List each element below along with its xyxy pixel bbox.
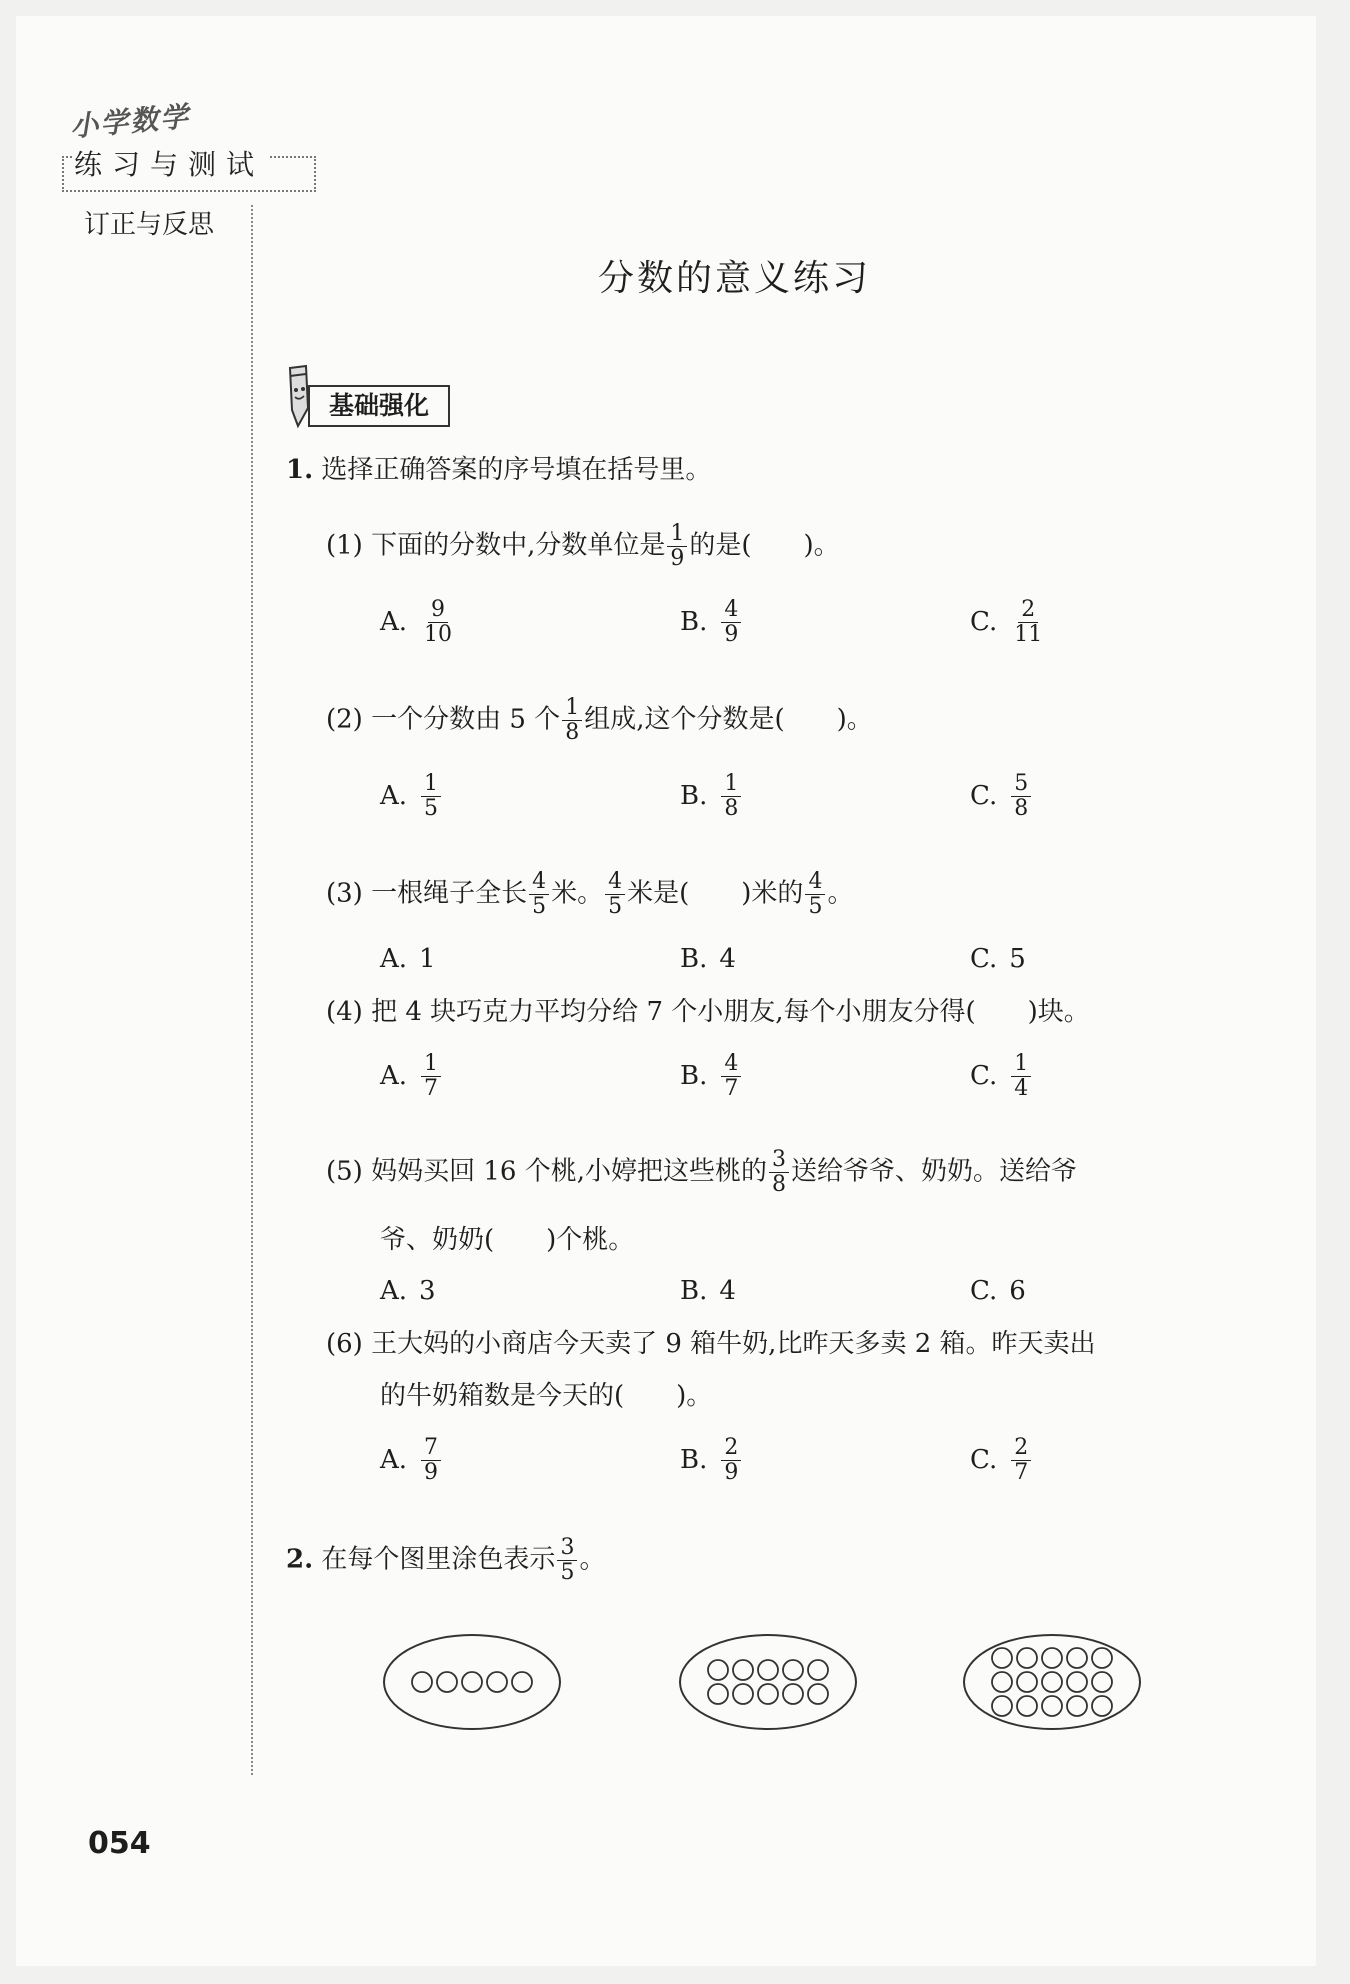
small-circle[interactable] xyxy=(1067,1696,1087,1716)
small-circle[interactable] xyxy=(1067,1648,1087,1668)
question-number: 1. xyxy=(286,455,314,485)
small-circle[interactable] xyxy=(1042,1696,1062,1716)
fraction: $\frac{3}{5}$ xyxy=(557,1536,577,1585)
question-text: 米。 xyxy=(551,878,604,909)
fraction: $\frac{1}{8}$ xyxy=(562,696,582,745)
small-circle[interactable] xyxy=(783,1660,803,1680)
question-number: 2. xyxy=(286,1544,314,1575)
sub-question-4 xyxy=(326,994,1090,1030)
small-circle[interactable] xyxy=(783,1684,803,1704)
option-a: A. $\frac{7}{9}$ xyxy=(380,1436,443,1485)
sub-question-6 xyxy=(326,1326,1096,1362)
sub-question-5-line2: 爷、奶奶( )个桃。 xyxy=(380,1225,635,1255)
small-circle[interactable] xyxy=(1017,1672,1037,1692)
small-circle[interactable] xyxy=(992,1672,1012,1692)
small-circle[interactable] xyxy=(758,1684,778,1704)
shading-figures xyxy=(0,1620,1350,1820)
small-circle[interactable] xyxy=(437,1672,457,1692)
option-a: A. $\frac{9}{10}$ xyxy=(380,597,453,647)
option-c: C. $\frac{1}{4}$ xyxy=(970,1052,1033,1101)
option-b: B. 4 xyxy=(680,1276,736,1306)
sub-question-2 xyxy=(326,696,873,745)
book-title: 练习与测试 xyxy=(74,143,268,183)
sub-question-6-line2: 的牛奶箱数是今天的( )。 xyxy=(380,1381,713,1411)
option-c: C. $\frac{2}{7}$ xyxy=(970,1436,1033,1485)
answer-blank: 的是( )。 xyxy=(689,530,840,561)
small-circle[interactable] xyxy=(733,1684,753,1704)
section-badge: 基础强化 xyxy=(308,385,450,427)
question-text: 把 4 块巧克力平均分给 7 个小朋友,每个小朋友分得( )块。 xyxy=(371,997,1090,1027)
small-circle[interactable] xyxy=(758,1660,778,1680)
question-text: 在每个图里涂色表示 xyxy=(321,1544,556,1575)
option-a: A. $\frac{1}{7}$ xyxy=(380,1052,443,1101)
small-circle[interactable] xyxy=(708,1660,728,1680)
small-circle[interactable] xyxy=(992,1696,1012,1716)
small-circle[interactable] xyxy=(808,1660,828,1680)
question-text: 。 xyxy=(827,878,854,909)
oval-figure[interactable] xyxy=(680,1635,856,1729)
small-circle[interactable] xyxy=(462,1672,482,1692)
option-a: A. $\frac{1}{5}$ xyxy=(380,772,443,821)
answer-blank: 组成,这个分数是( )。 xyxy=(584,704,873,735)
small-circle[interactable] xyxy=(487,1672,507,1692)
small-circle[interactable] xyxy=(1017,1696,1037,1716)
small-circle[interactable] xyxy=(1092,1696,1112,1716)
option-b: B. $\frac{4}{9}$ xyxy=(680,598,743,647)
small-circle[interactable] xyxy=(1092,1648,1112,1668)
option-c: C. $\frac{2}{11}$ xyxy=(970,597,1043,647)
small-circle[interactable] xyxy=(1017,1648,1037,1668)
option-a: A. 1 xyxy=(380,944,436,974)
fraction: $\frac{4}{5}$ xyxy=(605,870,625,919)
page-number: 054 xyxy=(88,1826,151,1861)
small-circle[interactable] xyxy=(1067,1672,1087,1692)
small-circle[interactable] xyxy=(992,1648,1012,1668)
option-c: C. 5 xyxy=(970,944,1026,974)
question-text: 下面的分数中,分数单位是 xyxy=(371,530,666,561)
question-text: 妈妈买回 16 个桃,小婷把这些桃的 xyxy=(371,1156,767,1187)
option-b: B. 4 xyxy=(680,944,736,974)
sub-question-1 xyxy=(326,522,840,571)
small-circle[interactable] xyxy=(808,1684,828,1704)
small-circle[interactable] xyxy=(1042,1648,1062,1668)
option-a: A. 3 xyxy=(380,1276,436,1306)
sub-question-label: (5) xyxy=(326,1156,363,1187)
fraction: $\frac{4}{5}$ xyxy=(529,870,549,919)
answer-blank: 米是( )米的 xyxy=(627,878,804,909)
sub-question-5 xyxy=(326,1148,1077,1197)
question-text: 选择正确答案的序号填在括号里。 xyxy=(321,455,712,485)
option-b: B. $\frac{2}{9}$ xyxy=(680,1436,743,1485)
question-1 xyxy=(286,452,711,488)
sub-question-label: (3) xyxy=(326,878,363,909)
option-c: C. 6 xyxy=(970,1276,1026,1306)
fraction: $\frac{3}{8}$ xyxy=(769,1148,789,1197)
option-c: C. $\frac{5}{8}$ xyxy=(970,772,1033,821)
sub-question-3 xyxy=(326,870,853,919)
oval-figure[interactable] xyxy=(384,1635,560,1729)
fraction: $\frac{1}{9}$ xyxy=(667,522,687,571)
question-2 xyxy=(286,1536,605,1585)
series-title: 小学数学 xyxy=(68,99,192,144)
sub-question-label: (1) xyxy=(326,530,363,561)
question-text: 一个分数由 5 个 xyxy=(371,704,561,735)
option-b: B. $\frac{4}{7}$ xyxy=(680,1052,743,1101)
sub-question-label: (4) xyxy=(326,997,363,1027)
question-text: 王大妈的小商店今天卖了 9 箱牛奶,比昨天多卖 2 箱。昨天卖出 xyxy=(371,1329,1096,1359)
side-column-divider xyxy=(251,205,253,1775)
question-text: 。 xyxy=(579,1544,606,1575)
small-circle[interactable] xyxy=(1042,1672,1062,1692)
oval-figure[interactable] xyxy=(964,1635,1140,1729)
small-circle[interactable] xyxy=(708,1684,728,1704)
side-column-label: 订正与反思 xyxy=(84,210,215,240)
small-circle[interactable] xyxy=(412,1672,432,1692)
option-b: B. $\frac{1}{8}$ xyxy=(680,772,743,821)
small-circle[interactable] xyxy=(512,1672,532,1692)
question-text: 送给爷爷、奶奶。送给爷 xyxy=(791,1156,1078,1187)
fraction: $\frac{4}{5}$ xyxy=(805,870,825,919)
sub-question-label: (6) xyxy=(326,1329,363,1359)
question-text: 一根绳子全长 xyxy=(371,878,528,909)
sub-question-label: (2) xyxy=(326,704,363,735)
small-circle[interactable] xyxy=(733,1660,753,1680)
small-circle[interactable] xyxy=(1092,1672,1112,1692)
page-title: 分数的意义练习 xyxy=(598,258,872,299)
